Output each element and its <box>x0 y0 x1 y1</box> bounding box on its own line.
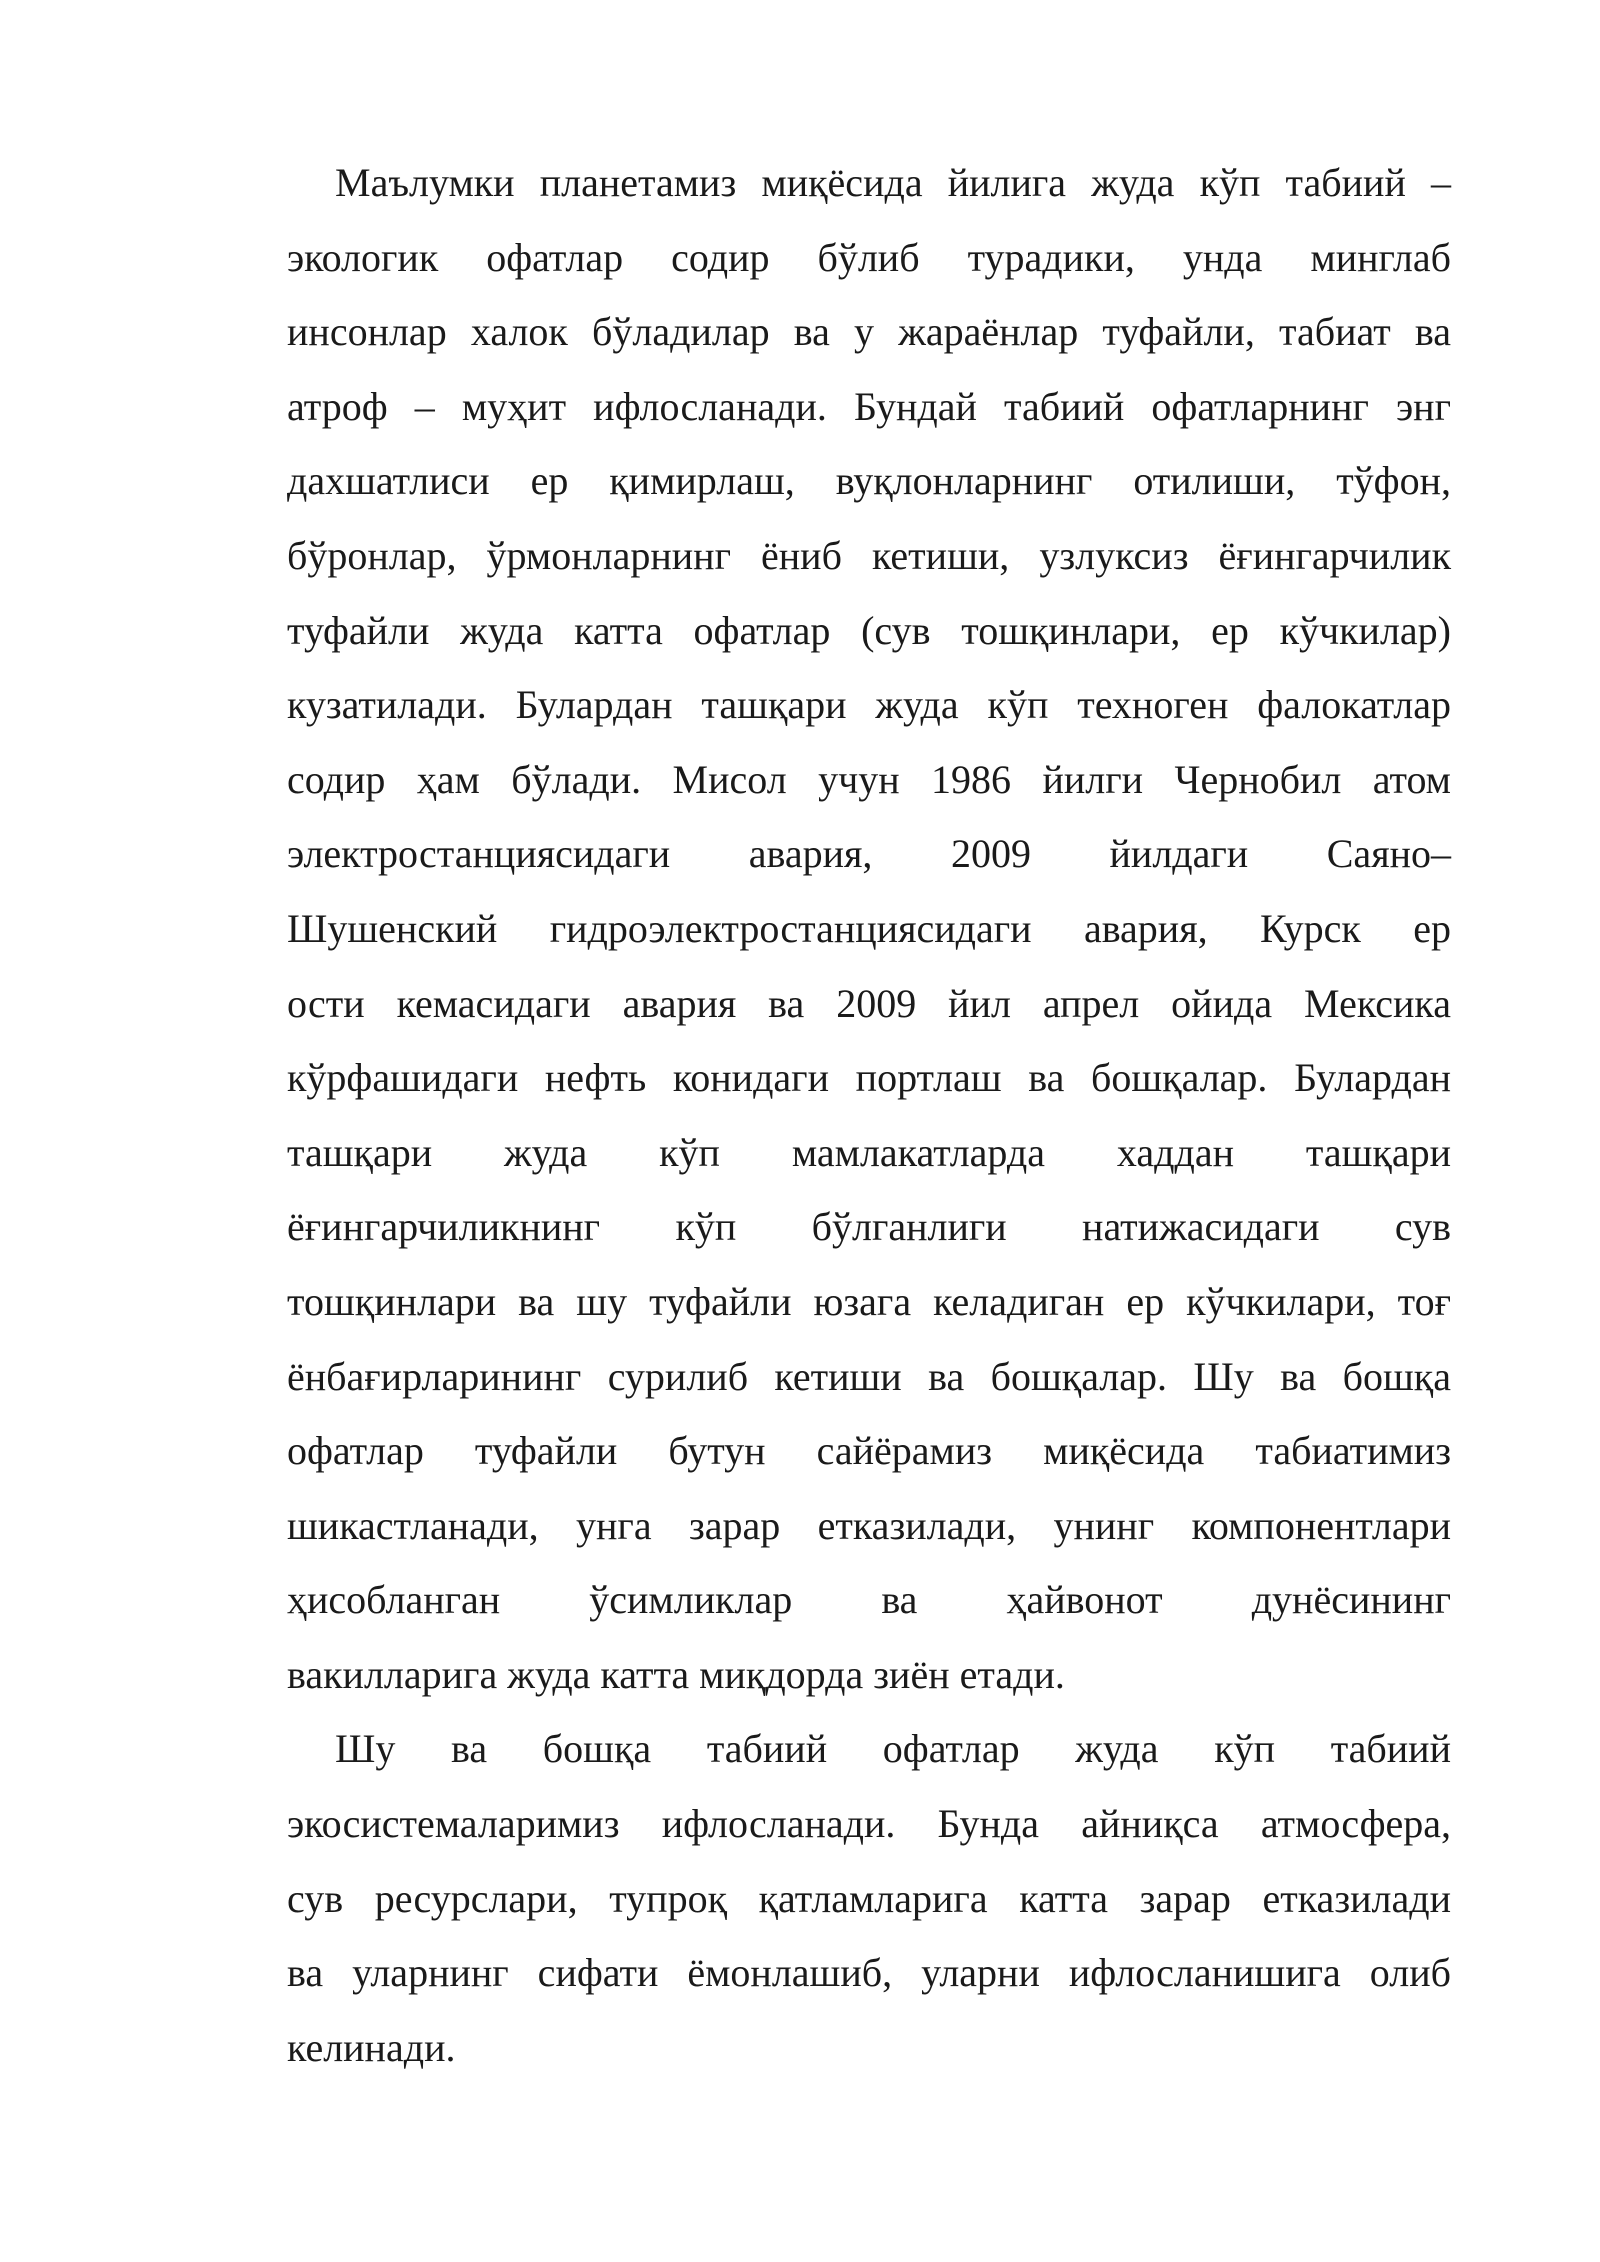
paragraph-line: ёнбағирларининг сурилиб кетиши ва бошқалар. Шу ва бошқа <box>287 1353 1451 1399</box>
paragraph-line: содир ҳам бўлади. Мисол учун 1986 йилги Чернобил атом <box>287 756 1451 802</box>
paragraph-line: сув ресурслари, тупроқ қатламларига катта зарар етказилади <box>287 1875 1451 1921</box>
paragraph-line: туфайли жуда катта офатлар (сув тошқинлари, ер кўчкилар) <box>287 607 1451 653</box>
paragraph-line: бўронлар, ўрмонларнинг ёниб кетиши, узлуксиз ёғингарчилик <box>287 532 1451 578</box>
paragraph-line: вакилларига жуда катта миқдорда зиён етади. <box>287 1651 1065 1697</box>
paragraph-line: ёғингарчиликнинг кўп бўлганлиги натижасидаги сув <box>287 1204 1451 1250</box>
paragraph-line: ташқари жуда кўп мамлакатларда хаддан ташқари <box>287 1129 1451 1175</box>
paragraph-line: инсонлар халок бўладилар ва у жараёнлар туфайли, табиат ва <box>287 309 1451 355</box>
paragraph-line: экологик офатлар содир бўлиб турадики, унда минглаб <box>287 234 1451 280</box>
paragraph-line: Шушенский гидроэлектростанциясидаги авария, Курск ер <box>287 905 1451 951</box>
paragraph-line: офатлар туфайли бутун сайёрамиз миқёсида табиатимиз <box>287 1428 1451 1474</box>
paragraph-line: ости кемасидаги авария ва 2009 йил апрел ойида Мексика <box>287 980 1451 1026</box>
paragraph-line: дахшатлиси ер қимирлаш, вуқлонларнинг отилиши, тўфон, <box>287 458 1451 504</box>
paragraph-line: тошқинлари ва шу туфайли юзага келадиган ер кўчкилари, тоғ <box>287 1278 1451 1324</box>
paragraph-line: кўрфашидаги нефть конидаги портлаш ва бошқалар. Булардан <box>287 1055 1451 1101</box>
paragraph-line: атроф – муҳит ифлосланади. Бундай табиий офатларнинг энг <box>287 383 1451 429</box>
paragraph-line: кузатилади. Булардан ташқари жуда кўп техноген фалокатлар <box>287 682 1451 728</box>
paragraph-line: келинади. <box>287 2024 456 2070</box>
paragraph-first-line: Шу ва бошқа табиий офатлар жуда кўп табиий <box>335 1726 1451 1772</box>
paragraph <box>287 1712 1451 2085</box>
paragraph-line: ҳисобланган ўсимликлар ва ҳайвонот дунёсининг <box>287 1577 1451 1623</box>
paragraph-line: шикастланади, унга зарар етказилади, унинг компонентлари <box>287 1502 1451 1548</box>
paragraph-line: электростанциясидаги авария, 2009 йилдаги Саяно– <box>287 831 1451 877</box>
paragraph-line: экосистемаларимиз ифлосланади. Бунда айниқса атмосфера, <box>287 1801 1451 1847</box>
paragraph-line: ва уларнинг сифати ёмонлашиб, уларни ифлосланишига олиб <box>287 1950 1451 1996</box>
paragraph-first-line: Маълумки планетамиз миқёсида йилига жуда кўп табиий – <box>335 160 1451 205</box>
document-body <box>287 146 1451 2085</box>
paragraph <box>287 146 1451 1712</box>
